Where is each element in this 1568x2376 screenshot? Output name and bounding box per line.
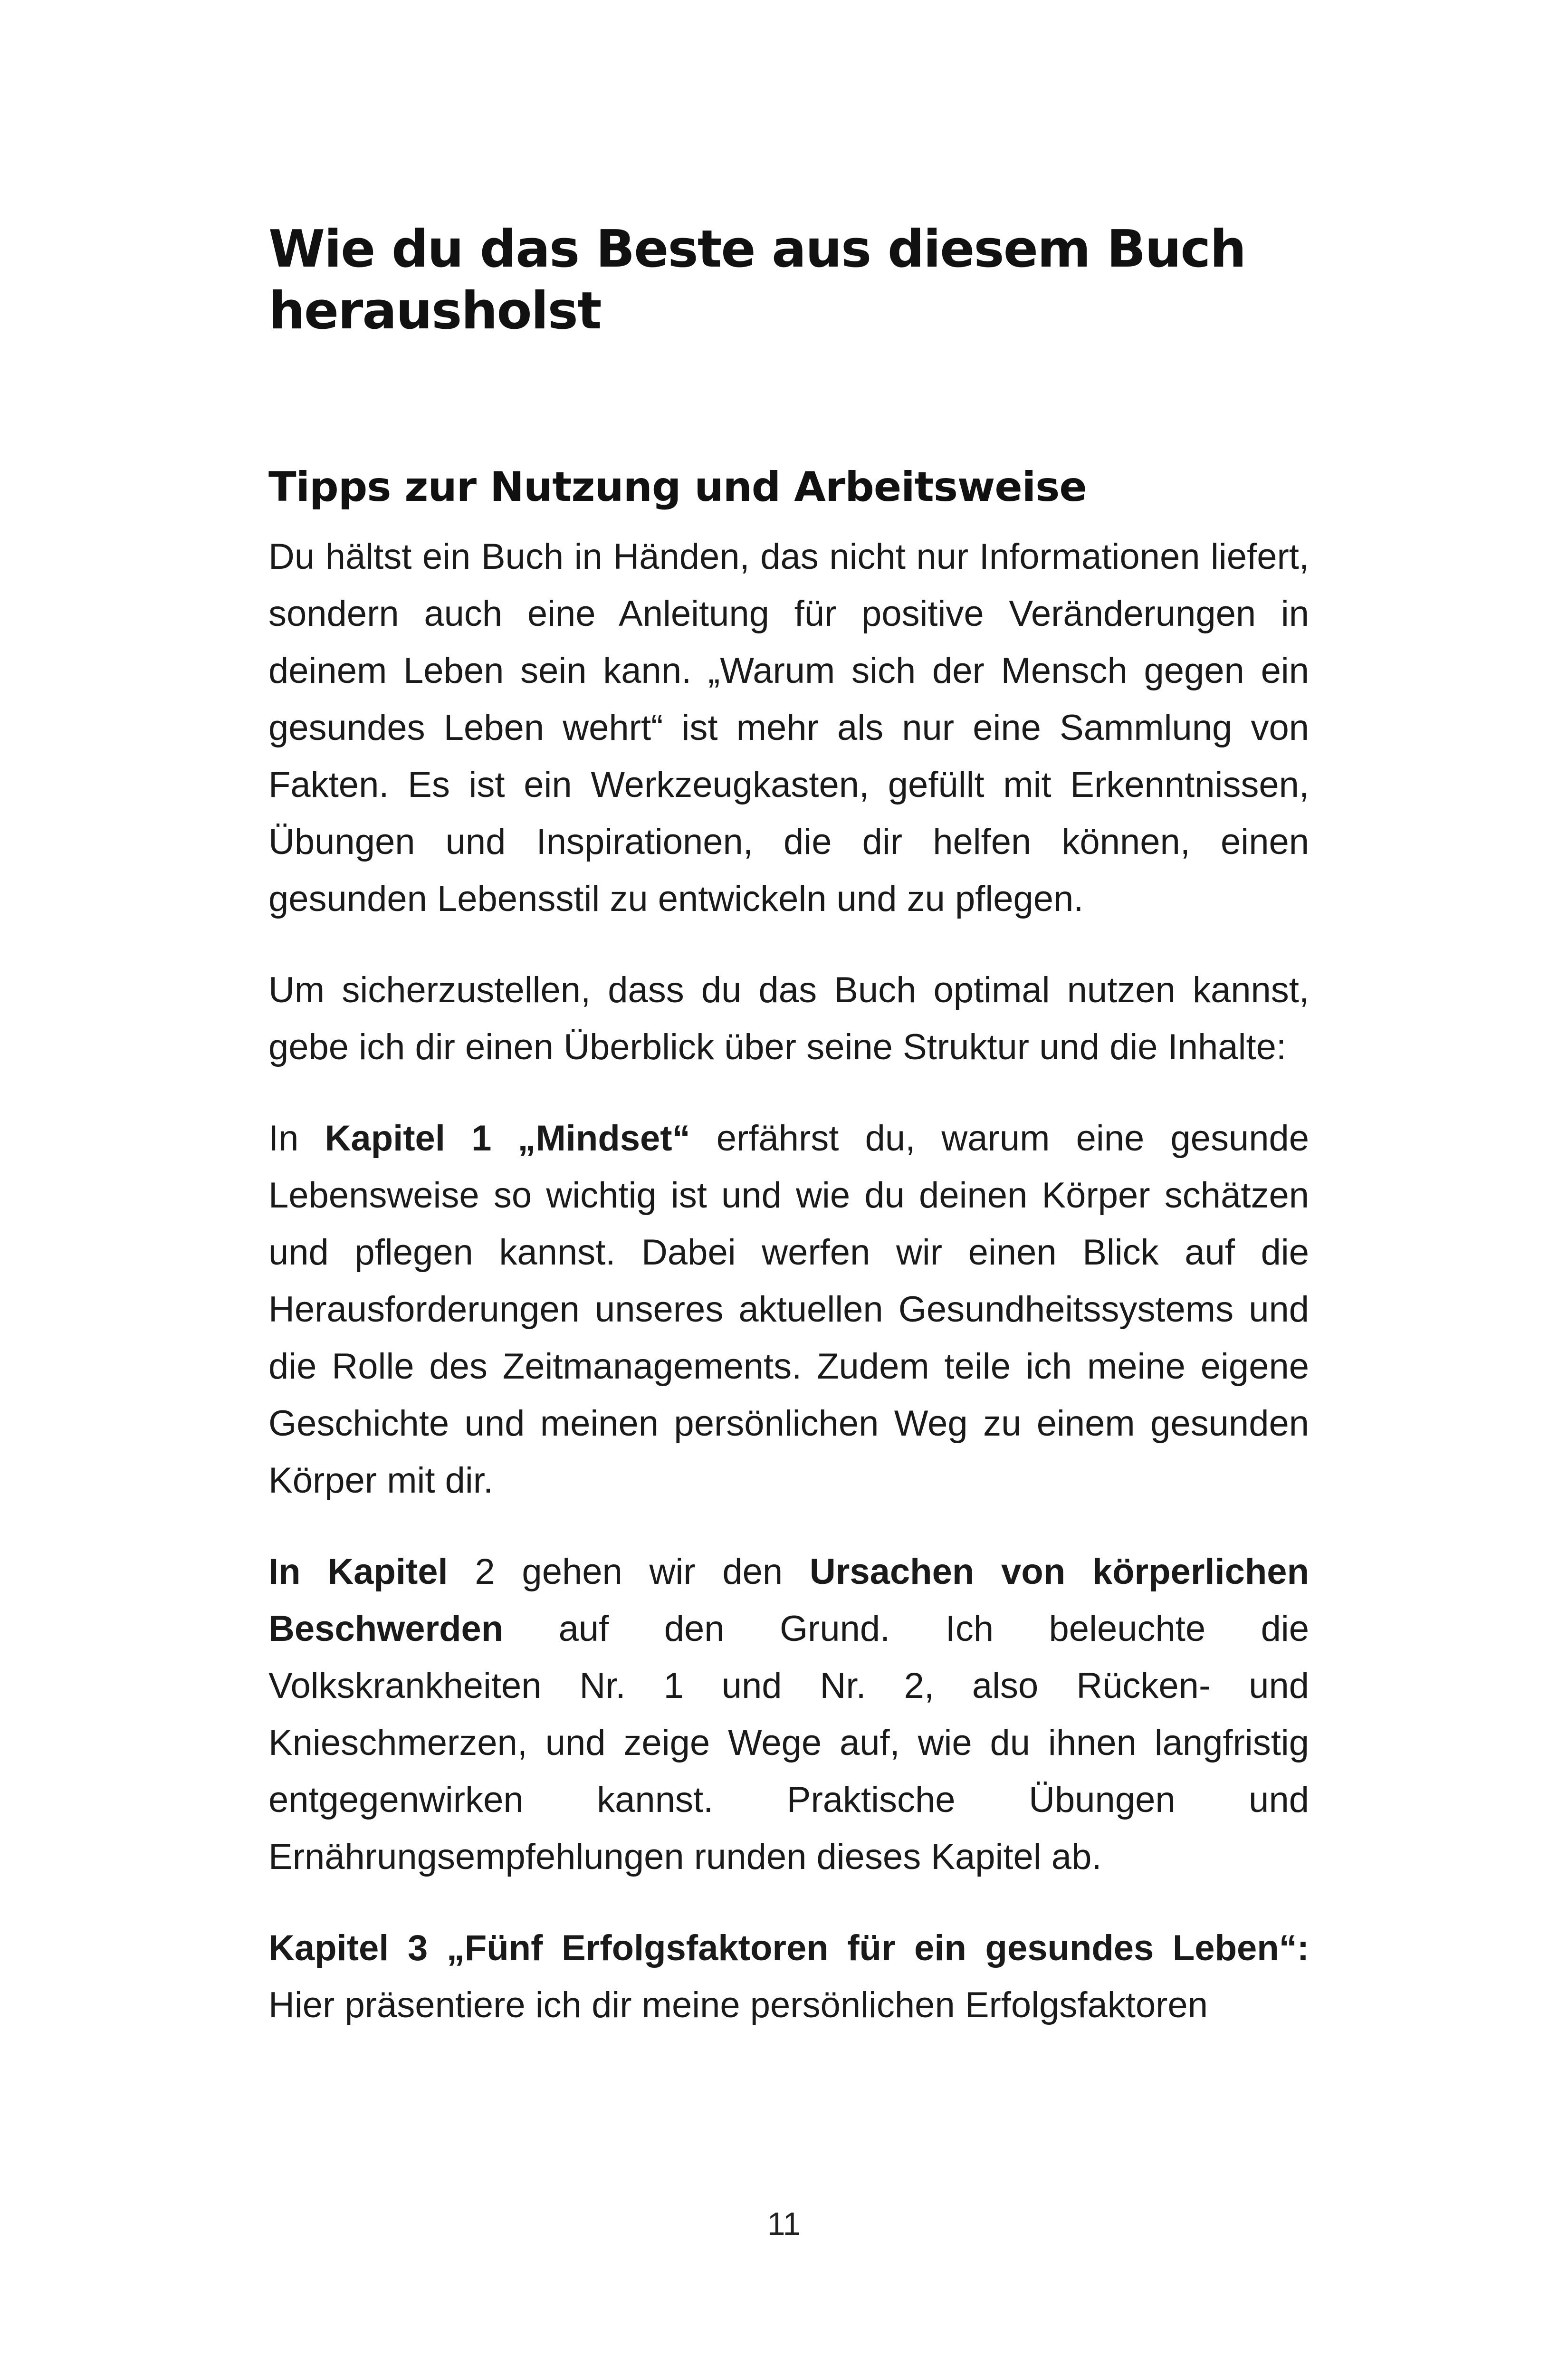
- chapter-2-label: In Kapitel: [268, 1552, 448, 1592]
- paragraph-intro: Du hältst ein Buch in Händen, das nicht nur Informationen liefert, sondern auch eine Anleitung für positive Veränderungen in deinem Leben sein kann. „Warum sich der Mensch gegen ein gesundes Leben wehrt“ ist mehr als nur eine Sammlung von Fakten. Es ist ein Werkzeugkasten, gefüllt mit Erkenntnissen, Übungen und Inspirationen, die dir helfen können, einen gesunden Lebensstil zu entwickeln und zu pflegen.: [268, 537, 1309, 919]
- page-number: 11: [767, 2206, 801, 2242]
- chapter-1-text: erfährst du, warum eine gesunde Lebensweise so wichtig ist und wie du deinen Körper schätzen und pflegen kannst. Dabei werfen wir einen Blick auf die Herausforderungen unseres aktuellen Gesundheitssystems und die Rolle des Zeitmanagements. Zudem teile ich meine eigene Geschichte und meinen persönlichen Weg zu einem gesunden Körper mit dir.: [268, 1118, 1310, 1501]
- chapter-1-lead: In: [268, 1118, 325, 1159]
- page-title: Wie du das Beste aus diesem Buch herausholst: [268, 220, 1246, 341]
- chapter-3-text: Hier präsentiere ich dir meine persönlichen Erfolgsfaktoren: [268, 1985, 1208, 2025]
- page-content: [268, 219, 1309, 2068]
- chapter-2-mid: 2 gehen wir den: [448, 1552, 810, 1592]
- chapter-2-text: auf den Grund. Ich beleuchte die Volkskrankheiten Nr. 1 und Nr. 2, also Rücken- und Knieschmerzen, und zeige Wege auf, wie du ihnen langfristig entgegenwirken kannst. Praktische Übungen und Ernährungsempfehlungen runden dieses Kapitel ab.: [268, 1609, 1309, 1877]
- chapter-3-title: Kapitel 3 „Fünf Erfolgsfaktoren für ein gesundes Leben“:: [268, 1928, 1309, 1968]
- paragraph-chapter-1: [268, 1110, 1309, 1509]
- chapter-1-title: Kapitel 1 „Mindset“: [325, 1118, 690, 1159]
- chapter-2-topic: Ursachen von körperlichen Beschwerden: [268, 1552, 1310, 1649]
- paragraph-overview: Um sicherzustellen, dass du das Buch optimal nutzen kannst, gebe ich dir einen Überblick über seine Struktur und die Inhalte:: [268, 970, 1309, 1067]
- paragraph-chapter-3: [268, 1920, 1309, 2034]
- section-subtitle: Tipps zur Nutzung und Arbeitsweise: [268, 463, 1087, 511]
- paragraph-chapter-2: [268, 1543, 1309, 1886]
